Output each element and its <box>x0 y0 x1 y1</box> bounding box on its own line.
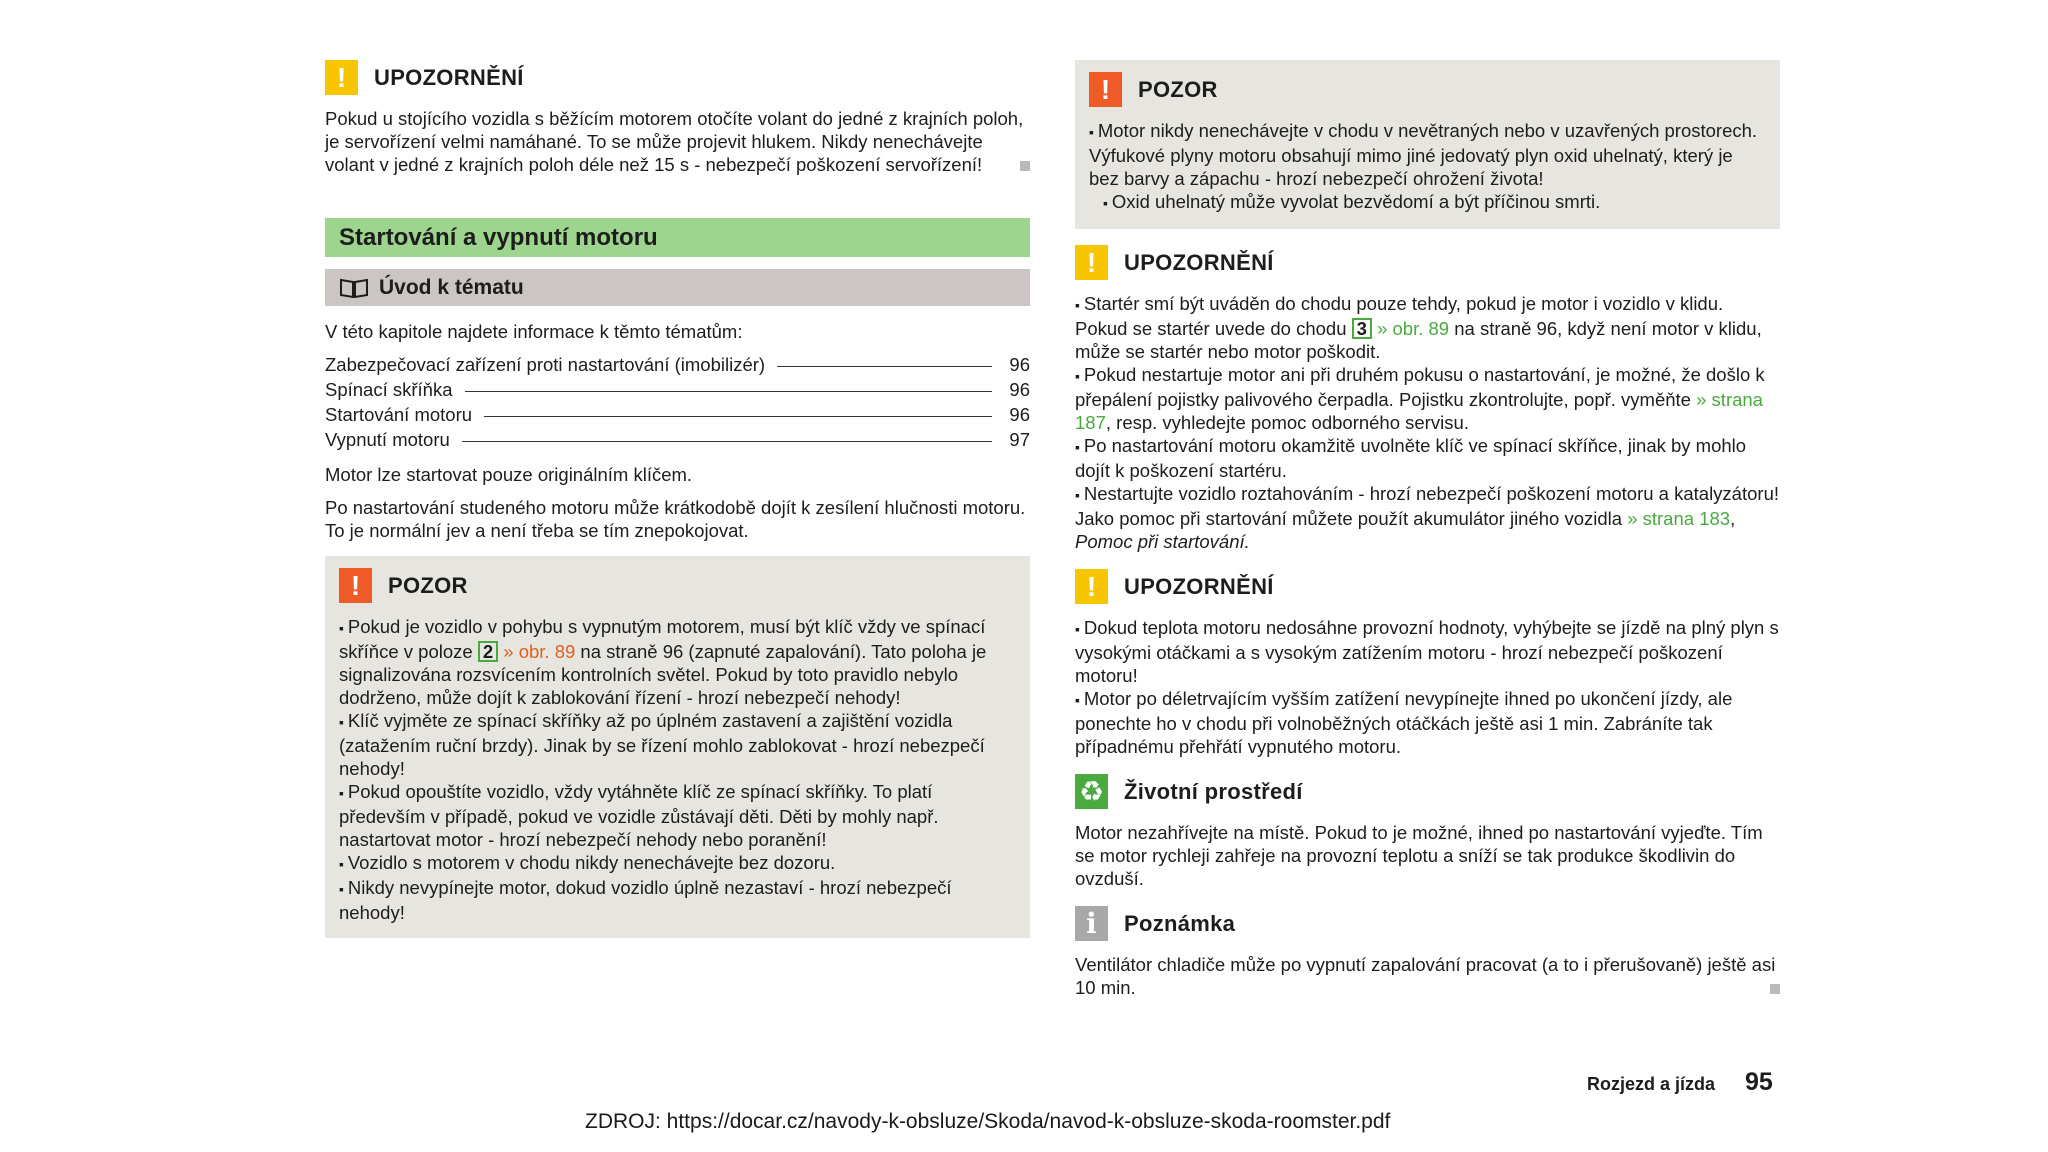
left-column <box>325 60 1030 938</box>
exclamation-icon: ! <box>1075 569 1108 604</box>
toc-item[interactable]: Zabezpečovací zařízení proti nastartování (imobilizér) 96 <box>325 354 1030 375</box>
figure-link[interactable]: » obr. 89 <box>1377 318 1450 339</box>
bullet-item: ▪ Pokud je vozidlo v pohybu s vypnutým motorem, musí být klíč vždy ve spínací skříňce v poloze 2 » obr. 89 na straně 96 (zapnuté zapalování). Tato poloha je signalizována rozsvícením kontrolních světel. Pokud by toto pravidlo nebylo dodrženo, může dojít k zablokování řízení - hrozí nebezpečí nehody! <box>339 615 1016 709</box>
warning-text: Pokud u stojícího vozidla s běžícím motorem otočíte volant do jedné z krajních poloh, je servořízení velmi namáhané. To se může projevit hlukem. Nikdy nenechávejte volant v jedné z krajních poloh déle než 15 s - nebezpečí poškození servořízení! <box>325 107 1030 176</box>
paragraph: Motor lze startovat pouze originálním klíčem. <box>325 464 693 485</box>
toc-item[interactable]: Spínací skříňka 96 <box>325 379 1030 400</box>
bullet-item: ▪ Startér smí být uváděn do chodu pouze tehdy, pokud je motor i vozidlo v klidu. Pokud se startér uvede do chodu 3 » obr. 89 na straně 96, když není motor v klidu, může se startér nebo motor poškodit. <box>1075 292 1780 363</box>
note-box <box>1075 906 1780 999</box>
source-caption: ZDROJ: https://docar.cz/navody-k-obsluze/Skoda/navod-k-obsluze-skoda-roomster.pdf <box>585 1110 1391 1133</box>
exclamation-icon: ! <box>325 60 358 95</box>
recycle-icon: ♻ <box>1075 774 1108 809</box>
toc-item[interactable]: Vypnutí motoru 97 <box>325 429 1030 450</box>
bullet-item: ▪ Vozidlo s motorem v chodu nikdy nenechávejte bez dozoru. <box>339 851 1016 876</box>
warning-title: UPOZORNĚNÍ <box>1124 250 1274 275</box>
caution-box-key <box>325 556 1030 938</box>
toc-item[interactable]: Startování motoru 96 <box>325 404 1030 425</box>
bullet-item: ▪ Po nastartování motoru okamžitě uvolněte klíč ve spínací skříňce, jinak by mohlo dojít k poškození startéru. <box>1075 434 1780 482</box>
end-mark-icon <box>1020 161 1030 171</box>
environment-box <box>1075 774 1780 890</box>
warning-box-starter <box>1075 245 1780 553</box>
toc-list <box>325 353 1030 451</box>
open-book-icon <box>339 277 369 299</box>
bullet-item: ▪ Motor nikdy nenechávejte v chodu v nevětraných nebo v uzavřených prostorech. Výfukové plyny motoru obsahují mimo jiné jedovatý plyn oxid uhelnatý, který je bez barvy a zápachu - hrozí nebezpečí ohrožení života! <box>1089 119 1766 190</box>
warning-title: UPOZORNĚNÍ <box>1124 574 1274 599</box>
exclamation-icon: ! <box>1089 72 1122 107</box>
bullet-item: ▪ Oxid uhelnatý může vyvolat bezvědomí a být příčinou smrti. <box>1089 190 1766 215</box>
caution-title: POZOR <box>1138 77 1218 102</box>
exclamation-icon: ! <box>339 568 372 603</box>
bullet-item: ▪ Pokud opouštíte vozidlo, vždy vytáhněte klíč ze spínací skříňky. To platí především v případě, pokud ve vozidle zůstávají děti. Děti by mohly např. nastartovat motor - hrozí nebezpečí nehody nebo poranění! <box>339 780 1016 851</box>
paragraph: Po nastartování studeného motoru může krátkodobě dojít k zesílení hlučnosti motoru. To je normální jev a není třeba se tím znepokojovat. <box>325 497 1026 541</box>
environment-title: Životní prostředí <box>1124 779 1303 804</box>
warning-title: UPOZORNĚNÍ <box>374 65 524 90</box>
bullet-item: ▪ Nikdy nevypínejte motor, dokud vozidlo úplně nezastaví - hrozí nebezpečí nehody! <box>339 876 1016 924</box>
intro-title: Úvod k tématu <box>379 276 524 299</box>
position-number: 2 <box>478 641 498 662</box>
bullet-item: ▪ Dokud teplota motoru nedosáhne provozní hodnoty, vyhýbejte se jízdě na plný plyn s vysokými otáčkami a s vysokým zatížením motoru - hrozí nebezpečí poškození motoru! <box>1075 616 1780 687</box>
bullet-item: ▪ Nestartujte vozidlo roztahováním - hrozí nebezpečí poškození motoru a katalyzátoru! Jako pomoc při startování můžete použít akumulátor jiného vozidla » strana 183, Pomoc při startování. <box>1075 482 1780 553</box>
position-number: 3 <box>1352 318 1372 339</box>
note-title: Poznámka <box>1124 911 1236 936</box>
exclamation-icon: ! <box>1075 245 1108 280</box>
bullet-item: ▪ Klíč vyjměte ze spínací skříňky až po úplném zastavení a zajištění vozidla (zatažením ruční brzdy). Jinak by se řízení mohlo zablokovat - hrozí nebezpečí nehody! <box>339 709 1016 780</box>
section-title: Startování a vypnutí motoru <box>325 218 1030 257</box>
bullet-item: ▪ Motor po déletrvajícím vyšším zatížení nevypínejte ihned po ukončení jízdy, ale ponechte ho v chodu při volnoběžných otáčkách ještě asi 1 min. Zabráníte tak případnému přehřátí vypnutého motoru. <box>1075 687 1780 758</box>
figure-link[interactable]: » obr. 89 <box>503 641 576 662</box>
bullet-item: ▪ Pokud nestartuje motor ani při druhém pokusu o nastartování, je možné, že došlo k přepálení pojistky palivového čerpadla. Pojistku zkontrolujte, popř. vyměňte » strana 187, resp. vyhledejte pomoc odborného servisu. <box>1075 363 1780 434</box>
environment-text: Motor nezahřívejte na místě. Pokud to je možné, ihned po nastartování vyjeďte. Tím se motor rychleji zahřeje na provozní teplotu a sníží se tak produkce škodlivin do ovzduší. <box>1075 822 1763 889</box>
end-mark-icon <box>1770 984 1780 994</box>
note-text: Ventilátor chladiče může po vypnutí zapalování pracovat (a to i přerušovaně) ještě asi 10 min. <box>1075 953 1780 999</box>
footer-section: Rozjezd a jízda <box>1587 1074 1716 1094</box>
warning-box-engine <box>1075 569 1780 758</box>
intro-text: V této kapitole najdete informace k těmto tématům: <box>325 321 743 342</box>
caution-title: POZOR <box>388 573 468 598</box>
page-link[interactable]: » strana 183 <box>1627 508 1731 529</box>
warning-box-steering <box>325 60 1030 176</box>
page-link[interactable]: » strana 187 <box>1075 389 1763 433</box>
info-icon: i <box>1075 906 1108 941</box>
caution-box-exhaust <box>1075 60 1780 229</box>
right-column <box>1075 60 1780 999</box>
page-number: 95 <box>1745 1068 1773 1096</box>
intro-heading <box>325 269 1030 306</box>
